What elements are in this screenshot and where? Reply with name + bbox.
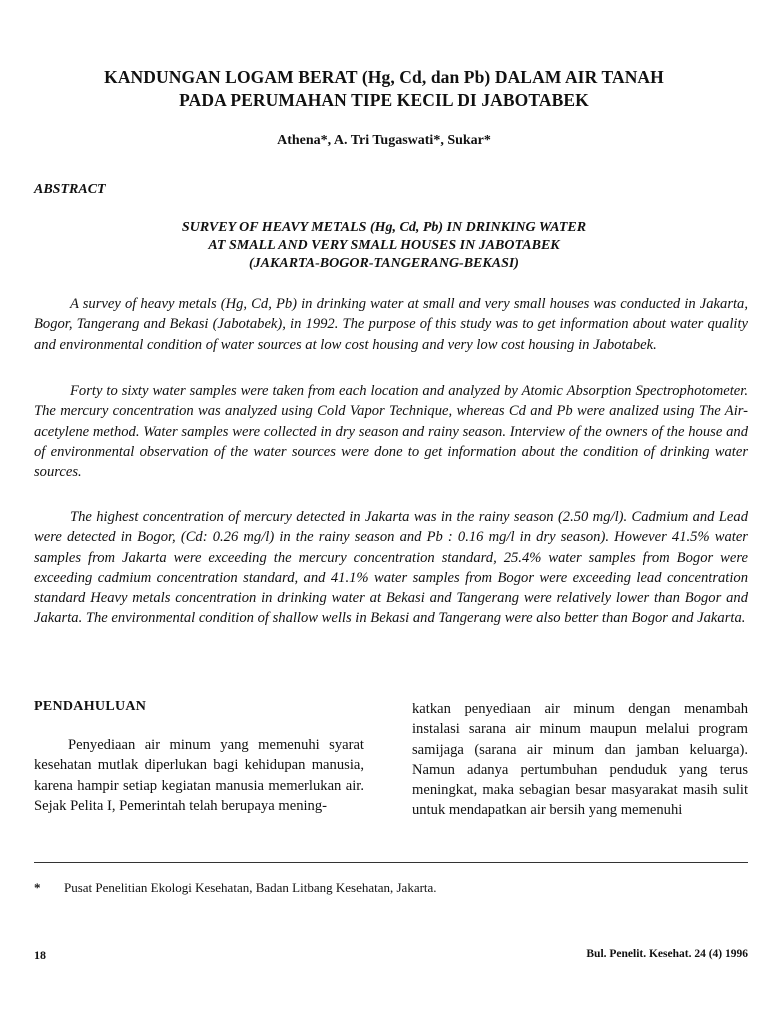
english-title-line-3: (JAKARTA-BOGOR-TANGERANG-BEKASI) bbox=[249, 256, 519, 271]
english-title bbox=[100, 219, 668, 273]
section-heading: PENDAHULUAN bbox=[34, 699, 147, 714]
body-paragraph: Penyediaan air minum yang memenuhi syarat kesehatan mutlak diperlukan bagi kehidupan manusia, karena hampir setiap kegiatan manusia memerlukan air. Sejak Pelita I, Pemerintah telah berupaya mening- bbox=[34, 737, 364, 814]
footnote-mark: * bbox=[34, 880, 41, 895]
title-line-1: KANDUNGAN LOGAM BERAT (Hg, Cd, dan Pb) DALAM AIR TANAH bbox=[104, 67, 664, 87]
right-column bbox=[412, 699, 748, 821]
english-title-line-1: SURVEY OF HEAVY METALS (Hg, Cd, Pb) IN DRINKING WATER bbox=[181, 220, 587, 235]
left-column bbox=[34, 699, 364, 816]
body-paragraph: katkan penyediaan air minum dengan menambah instalasi sarana air minum maupun melalui program samijaga (sarana air minum dan jamban keluarga). Namun adanya pertumbuhan penduduk yang terus meningkat, maka sebagian besar masyarakat masih sulit untuk mendapatkan air bersih yang memenuhi bbox=[412, 701, 748, 819]
author-list: Athena*, A. Tri Tugaswati*, Sukar* bbox=[277, 133, 491, 148]
english-title-line-2: AT SMALL AND VERY SMALL HOUSES IN JABOTABEK bbox=[208, 238, 560, 253]
abstract-heading: ABSTRACT bbox=[34, 182, 106, 197]
page-number: 18 bbox=[34, 948, 46, 962]
journal-citation: Bul. Penelit. Kesehat. 24 (4) 1996 bbox=[586, 948, 748, 960]
abstract-paragraph: The highest concentration of mercury detected in Jakarta was in the rainy season (2.50 mg/l). Cadmium and Lead were detected in Bogor, (Cd: 0.26 mg/l) in the rainy season and Pb : 0.16 mg/l in dry season). However 41.5% water samples from Jakarta were exceeding the mercury concentration standard, 25.4% water samples from Bogor were exceeding cadmium concentration standard, and 41.1% water samples from Bogor were exceeding lead concentration standard Heavy metals concentration in drinking water at Bekasi and Tangerang were relatively lower than Bogor and Jakarta. The environmental condition of shallow wells in Bekasi and Tangerang were also better than Bogor and Jakarta. bbox=[34, 509, 748, 627]
abstract-paragraph: A survey of heavy metals (Hg, Cd, Pb) in drinking water at small and very small houses was conducted in Jakarta, Bogor, Tangerang and Bekasi (Jabotabek), in 1992. The purpose of this study was to get information about water quality and environmental condition of water sources at low cost housing and very low cost housing in Jabotabek. bbox=[34, 296, 748, 353]
footnote-divider bbox=[34, 862, 748, 863]
title-line-2: PADA PERUMAHAN TIPE KECIL DI JABOTABEK bbox=[179, 90, 589, 110]
paper-title bbox=[30, 66, 738, 112]
footnote bbox=[34, 880, 437, 896]
footnote-text: Pusat Penelitian Ekologi Kesehatan, Badan Litbang Kesehatan, Jakarta. bbox=[64, 880, 437, 895]
abstract-paragraph: Forty to sixty water samples were taken from each location and analyzed by Atomic Absorption Spectrophotometer. The mercury concentration was analyzed using Cold Vapor Technique, whereas Cd and Pb were analized using The Air-acetylene method. Water samples were collected in dry season and rainy season. Interview of the owners of the house and of environmental observation of the water sources were done to get information about the condition of drinking water sources. bbox=[34, 383, 748, 481]
